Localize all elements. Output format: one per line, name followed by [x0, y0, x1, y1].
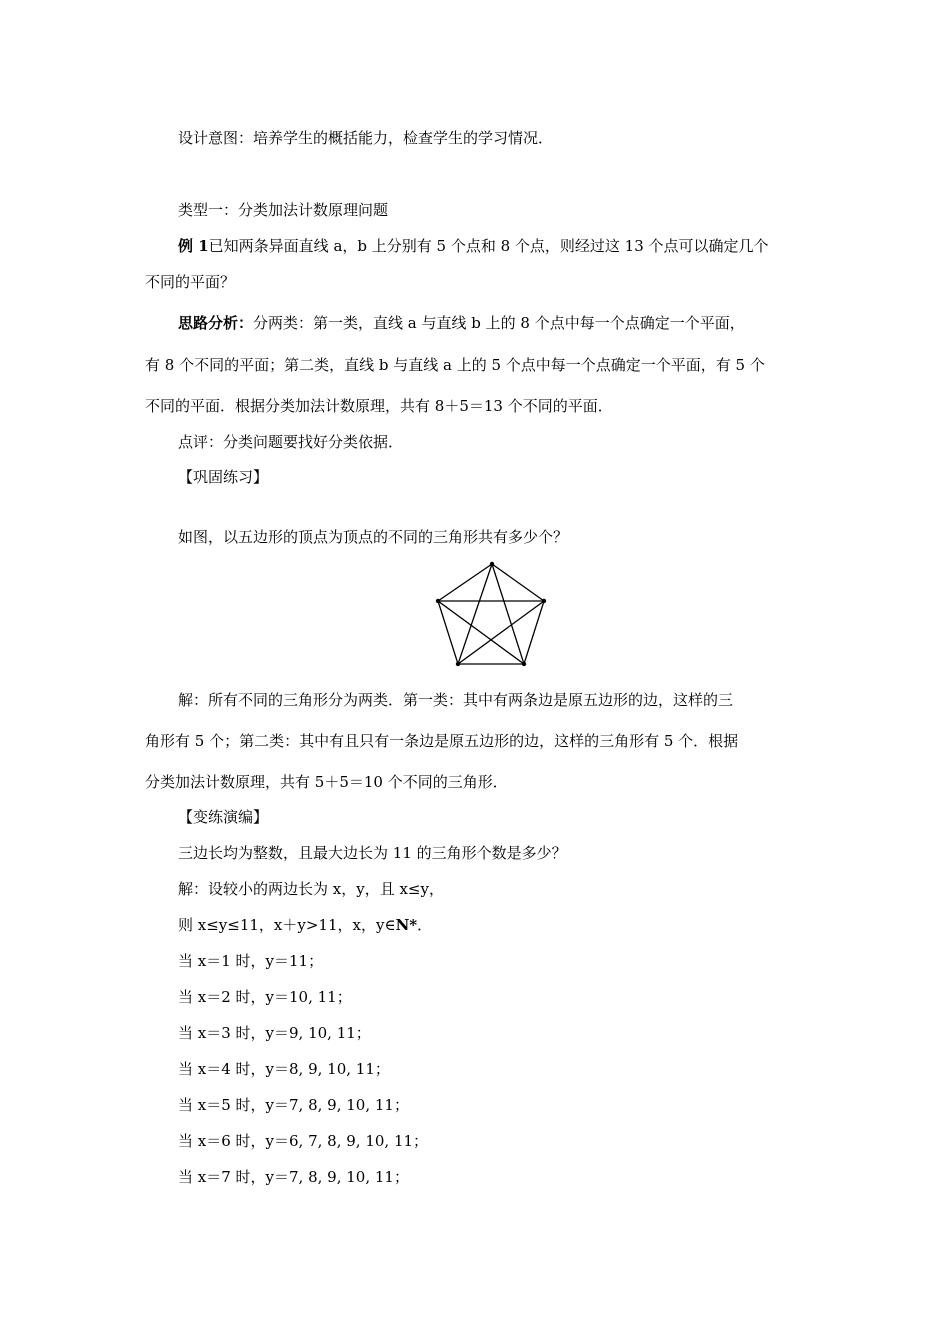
case-line: 当 x＝3 时，y＝9, 10, 11；: [178, 1024, 371, 1042]
practice-solution-line-1: 解：所有不同的三角形分为两类．第一类：其中有两条边是原五边形的边，这样的三: [178, 691, 734, 709]
vertex-dot: [490, 562, 494, 566]
analysis-label: 思路分析：: [178, 314, 254, 332]
vertex-dot: [456, 662, 460, 666]
practice-solution-line-3: 分类加法计数原理，共有 5＋5＝10 个不同的三角形．: [145, 773, 508, 791]
case-line: 当 x＝6 时，y＝6, 7, 8, 9, 10, 11；: [178, 1132, 429, 1150]
variant-question: 三边长均为整数，且最大边长为 11 的三角形个数是多少？: [178, 844, 567, 862]
analysis-text-1: 分两类：第一类，直线 a 与直线 b 上的 8 个点中每一个点确定一个平面，: [253, 314, 745, 332]
natural-number-set: N*: [395, 916, 418, 934]
variant-solution-line-1: 解：设较小的两边长为 x，y，且 x≤y，: [178, 880, 444, 898]
case-line: 当 x＝5 时，y＝7, 8, 9, 10, 11；: [178, 1096, 409, 1114]
analysis-line-1: [178, 313, 745, 333]
case-line: 当 x＝2 时，y＝10, 11；: [178, 988, 352, 1006]
variant-solution-line-2: [178, 915, 432, 935]
variant-heading: 【变练演编】: [178, 808, 269, 826]
example-label: 例 1: [178, 237, 209, 255]
vertex-dot: [542, 599, 546, 603]
vertex-dot: [436, 599, 440, 603]
case-line: 当 x＝7 时，y＝7, 8, 9, 10, 11；: [178, 1168, 409, 1186]
practice-question: 如图，以五边形的顶点为顶点的不同的三角形共有多少个？: [178, 528, 569, 546]
example-line-2: 不同的平面？: [145, 273, 236, 291]
practice-heading: 【巩固练习】: [178, 468, 269, 486]
case-line: 当 x＝1 时，y＝11；: [178, 952, 324, 970]
practice-solution-line-2: 角形有 5 个；第二类：其中有且只有一条边是原五边形的边，这样的三角形有 5 个．根据: [145, 732, 739, 750]
comment: 点评：分类问题要找好分类依据．: [178, 433, 404, 451]
analysis-line-3: 不同的平面．根据分类加法计数原理，共有 8＋5＝13 个不同的平面．: [145, 397, 613, 415]
case-line: 当 x＝4 时，y＝8, 9, 10, 11；: [178, 1060, 390, 1078]
design-intent: 设计意图：培养学生的概括能力，检查学生的学习情况．: [178, 129, 554, 147]
condition-end: ．: [417, 916, 433, 934]
example-text-1: 已知两条异面直线 a，b 上分别有 5 个点和 8 个点，则经过这 13 个点可以确定几个: [208, 237, 769, 255]
pentagon-star-figure: [434, 558, 552, 670]
vertex-dot: [522, 662, 526, 666]
type-heading: 类型一：分类加法计数原理问题: [178, 201, 389, 219]
example-line-1: [178, 236, 769, 256]
condition-text: 则 x≤y≤11，x＋y>11，x，y∈: [178, 916, 396, 934]
pentagon-outline: [438, 564, 544, 664]
analysis-line-2: 有 8 个不同的平面；第二类，直线 b 与直线 a 上的 5 个点中每一个点确定一个平面，有 5 个: [145, 356, 765, 374]
